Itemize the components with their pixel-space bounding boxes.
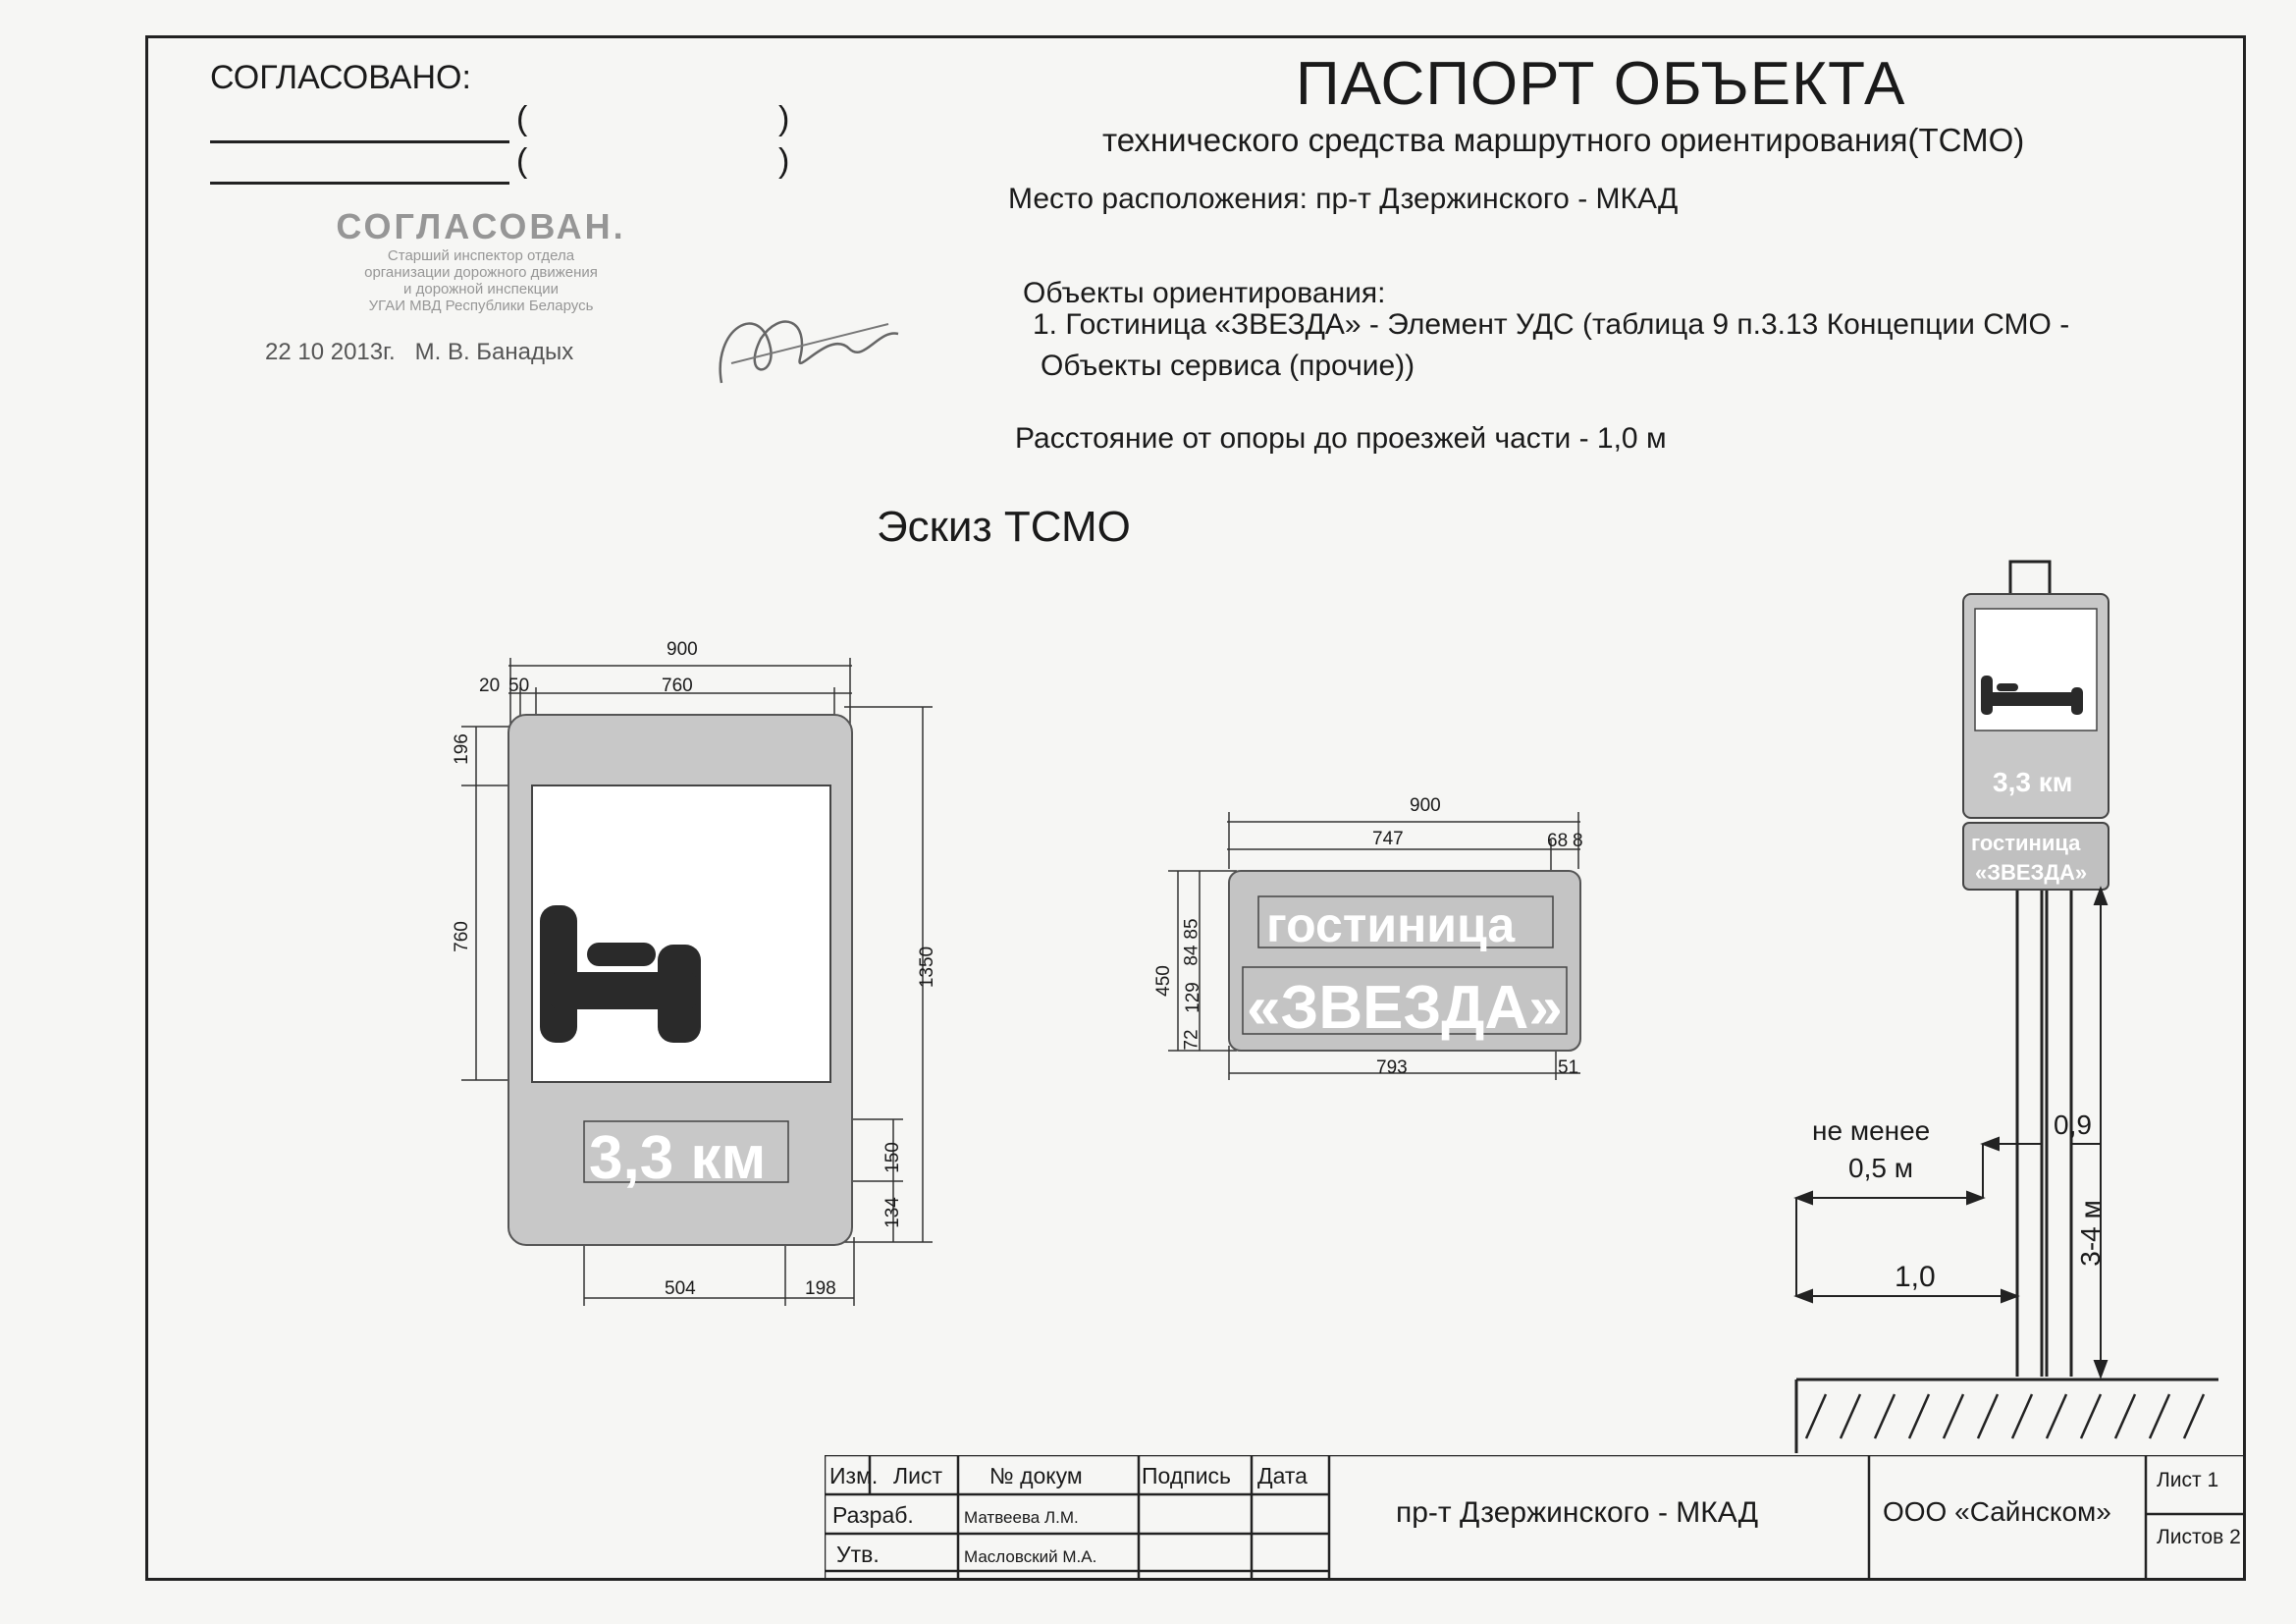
dim: 72 <box>1181 1029 1202 1051</box>
stamp-line: организации дорожного движения <box>364 264 598 281</box>
tb-role: Утв. <box>836 1542 880 1567</box>
pole-min-label: не менее <box>1812 1115 1931 1146</box>
sketch-heading: Эскиз ТСМО <box>877 503 1131 551</box>
tb-person: Масловский М.А. <box>964 1547 1097 1566</box>
tb-header: Дата <box>1257 1463 1308 1489</box>
tb-role: Разраб. <box>832 1502 914 1528</box>
dim: 198 <box>805 1278 836 1299</box>
dim: 129 <box>1182 982 1203 1013</box>
stamp-person: М. В. Банадых <box>414 339 574 365</box>
dim: 900 <box>1410 795 1441 816</box>
tb-sheet: Лист 1 <box>2157 1469 2219 1491</box>
signature-line-1 <box>210 140 509 143</box>
stamp-line: и дорожной инспекции <box>403 281 559 298</box>
dim: 68 <box>1547 831 1569 851</box>
dim: 747 <box>1372 829 1404 849</box>
signature-scribble <box>702 290 918 407</box>
tb-header: Подпись <box>1142 1463 1232 1489</box>
dim: 504 <box>665 1278 696 1299</box>
dim: 900 <box>667 639 698 660</box>
dim: 134 <box>881 1197 903 1228</box>
sign2-line1: гостиница <box>1266 897 1516 952</box>
pole-min-value: 0,5 м <box>1848 1153 1913 1183</box>
dim: 20 <box>479 676 501 696</box>
dim: 50 <box>508 676 530 696</box>
dim: 196 <box>451 733 472 765</box>
object-item: 1. Гостиница «ЗВЕЗДА» - Элемент УДС (таблица 9 п.3.13 Концепции СМО - <box>1033 308 2070 341</box>
dim: 150 <box>881 1142 903 1173</box>
dim: 84 <box>1181 945 1202 966</box>
pole-distance-value: 1,0 <box>1895 1261 1936 1293</box>
object-item-cont: Объекты сервиса (прочие)) <box>1041 350 1415 382</box>
pole-height: 3-4 м <box>2074 1200 2106 1267</box>
dim: 760 <box>451 921 472 952</box>
tb-person: Матвеева Л.М. <box>964 1508 1079 1527</box>
pole-plate-offset: 0,9 <box>2054 1110 2092 1140</box>
dim: 8 <box>1573 831 1583 851</box>
tb-header: Изм. <box>829 1463 879 1489</box>
stamp-line: Старший инспектор отдела <box>387 247 575 264</box>
dim: 1350 <box>917 946 938 989</box>
sign1-drawing <box>461 648 952 1316</box>
distance-text: Расстояние от опоры до проезжей части - 1,0 м <box>1015 422 1667 455</box>
tb-sheets: Листов 2 <box>2157 1526 2241 1548</box>
signature-line-2 <box>210 182 509 185</box>
sign1-distance: 3,3 км <box>589 1124 767 1192</box>
location-text: Место расположения: пр-т Дзержинского - МКАД <box>1008 183 1679 215</box>
dim: 793 <box>1376 1057 1408 1078</box>
pole-drawing <box>1787 550 2238 1463</box>
stamp-line: УГАИ МВД Республики Беларусь <box>368 298 594 314</box>
dim: 51 <box>1558 1057 1579 1078</box>
tb-header: № докум <box>989 1463 1083 1489</box>
approval-stamp <box>294 206 667 314</box>
dim: 450 <box>1152 965 1174 997</box>
approval-heading: СОГЛАСОВАНО: <box>210 59 471 96</box>
pole-plate-line1: гостиница <box>1971 831 2081 855</box>
stamp-date: 22 10 2013г. М. В. Банадых <box>265 339 574 365</box>
tb-header: Лист <box>893 1463 942 1489</box>
sign2-line2: «ЗВЕЗДА» <box>1247 974 1563 1042</box>
page-subtitle: технического средства маршрутного ориентирования(ТСМО) <box>1102 122 2025 158</box>
page-title: ПАСПОРТ ОБЪЕКТА <box>1296 50 1906 118</box>
pole-plate-line2: «ЗВЕЗДА» <box>1975 860 2088 885</box>
dim: 85 <box>1181 918 1202 940</box>
tb-company: ООО «Сайнском» <box>1883 1496 2111 1527</box>
dim: 760 <box>662 676 693 696</box>
objects-heading: Объекты ориентирования: <box>1023 277 1386 309</box>
tb-object: пр-т Дзержинского - МКАД <box>1396 1496 1759 1529</box>
stamp-title: СОГЛАСОВАН. <box>336 206 626 246</box>
pole-sign-distance: 3,3 км <box>1993 767 2073 797</box>
